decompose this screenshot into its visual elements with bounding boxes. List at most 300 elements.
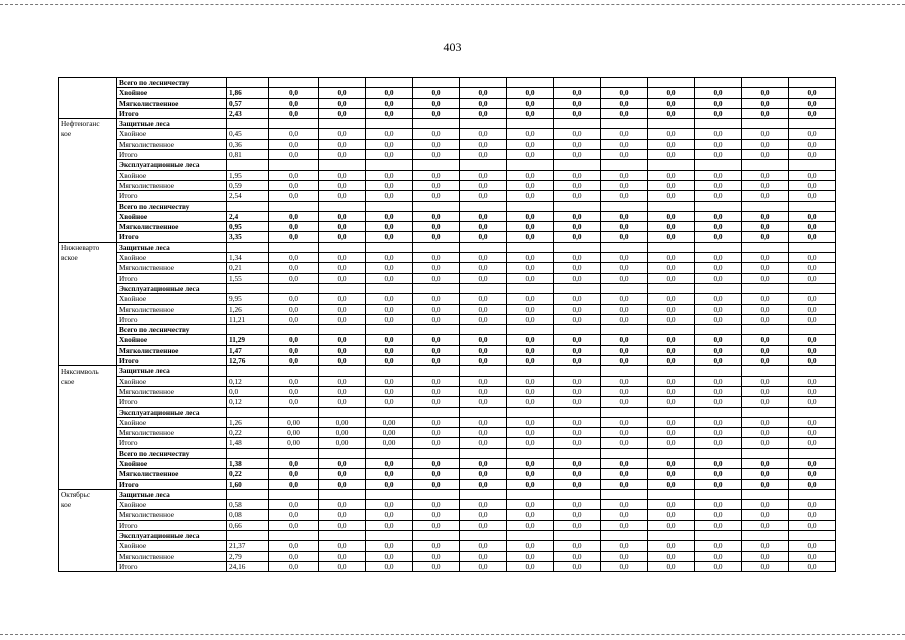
value-cell (460, 160, 507, 170)
value-cell: 0,0 (601, 180, 648, 190)
value-cell: 0,0 (648, 541, 695, 551)
value-cell: 0,0 (648, 386, 695, 396)
row-label-cell: Итого (117, 273, 227, 283)
value-cell: 0,00 (269, 428, 319, 438)
value-cell: 0,0 (742, 438, 789, 448)
value-cell (554, 119, 601, 129)
value-cell (269, 242, 319, 252)
value-cell: 0,0 (269, 108, 319, 118)
value-cell (507, 201, 554, 211)
value-cell: 0,0 (507, 253, 554, 263)
value-cell: 0,0 (507, 376, 554, 386)
value-cell (648, 407, 695, 417)
table-row (59, 119, 836, 129)
value-cell: 0,0 (695, 304, 742, 314)
value-cell: 0,0 (319, 294, 366, 304)
value-cell: 0,0 (789, 561, 836, 571)
value-cell: 0,0 (366, 108, 413, 118)
value-cell (507, 78, 554, 88)
value-cell: 0,0 (601, 273, 648, 283)
value-cell: 0,0 (319, 386, 366, 396)
value-cell: 0,0 (601, 438, 648, 448)
value-cell: 0,0 (601, 108, 648, 118)
value-cell (319, 325, 366, 335)
value-cell: 0,0 (554, 191, 601, 201)
value-cell (413, 448, 460, 458)
value-cell: 0,0 (554, 108, 601, 118)
table-row (59, 242, 836, 252)
value-cell (366, 78, 413, 88)
table-row (59, 201, 836, 211)
value-cell (742, 448, 789, 458)
value-cell: 11,21 (227, 314, 269, 324)
table-row (59, 335, 836, 345)
value-cell (413, 325, 460, 335)
value-cell: 12,76 (227, 356, 269, 366)
value-cell: 0,0 (554, 335, 601, 345)
value-cell: 0,0 (695, 314, 742, 324)
value-cell: 0,0 (269, 541, 319, 551)
value-cell (366, 407, 413, 417)
value-cell (742, 78, 789, 88)
value-cell: 0,22 (227, 469, 269, 479)
value-cell (742, 407, 789, 417)
value-cell: 0,0 (554, 551, 601, 561)
row-label-cell: Мягколиственное (117, 551, 227, 561)
row-label-cell: Мягколиственное (117, 345, 227, 355)
value-cell (695, 201, 742, 211)
value-cell (601, 448, 648, 458)
value-cell: 0,45 (227, 129, 269, 139)
value-cell (695, 283, 742, 293)
value-cell: 2,79 (227, 551, 269, 561)
value-cell: 0,00 (366, 417, 413, 427)
value-cell (269, 366, 319, 376)
value-cell: 0,0 (648, 314, 695, 324)
value-cell (601, 78, 648, 88)
value-cell: 0,0 (554, 438, 601, 448)
value-cell: 0,0 (601, 211, 648, 221)
value-cell: 0,0 (742, 222, 789, 232)
value-cell (554, 325, 601, 335)
value-cell: 0,0 (460, 253, 507, 263)
value-cell: 0,0 (648, 335, 695, 345)
forestry-name-cell (59, 273, 117, 283)
value-cell: 1,55 (227, 273, 269, 283)
value-cell (460, 283, 507, 293)
value-cell: 0,0 (269, 304, 319, 314)
value-cell: 0,0 (601, 253, 648, 263)
value-cell: 0,0 (413, 211, 460, 221)
value-cell: 0,0 (742, 356, 789, 366)
value-cell (460, 489, 507, 499)
value-cell: 0,0 (742, 253, 789, 263)
value-cell: 0,0 (507, 356, 554, 366)
value-cell: 0,0 (695, 469, 742, 479)
value-cell: 0,0 (413, 304, 460, 314)
value-cell (648, 283, 695, 293)
forestry-name-cell (59, 139, 117, 149)
value-cell: 0,0 (695, 180, 742, 190)
value-cell (554, 242, 601, 252)
value-cell (227, 283, 269, 293)
value-cell: 0,0 (648, 510, 695, 520)
forestry-name-cell (59, 325, 117, 335)
row-label-cell: Хвойное (117, 211, 227, 221)
value-cell: 0,0 (695, 139, 742, 149)
value-cell (319, 78, 366, 88)
value-cell: 0,0 (695, 170, 742, 180)
value-cell: 0,0 (742, 458, 789, 468)
value-cell (507, 531, 554, 541)
value-cell: 0,0 (319, 263, 366, 273)
value-cell: 0,0 (789, 541, 836, 551)
forest-data-table (58, 77, 836, 572)
value-cell: 0,0 (413, 294, 460, 304)
value-cell: 0,0 (601, 561, 648, 571)
value-cell (554, 201, 601, 211)
value-cell (413, 283, 460, 293)
value-cell (507, 283, 554, 293)
table-row (59, 479, 836, 489)
value-cell: 0,0 (269, 335, 319, 345)
value-cell (366, 283, 413, 293)
value-cell: 0,0 (554, 376, 601, 386)
value-cell (648, 531, 695, 541)
value-cell: 0,0 (460, 500, 507, 510)
value-cell: 0,0 (269, 469, 319, 479)
value-cell: 0,58 (227, 500, 269, 510)
value-cell: 0,0 (648, 98, 695, 108)
table-row (59, 561, 836, 571)
value-cell: 0,0 (742, 561, 789, 571)
row-label-cell: Итого (117, 520, 227, 530)
forestry-name-cell (59, 469, 117, 479)
value-cell (554, 78, 601, 88)
table-row (59, 366, 836, 376)
value-cell: 0,0 (507, 150, 554, 160)
value-cell: 0,0 (413, 386, 460, 396)
value-cell: 0,0 (554, 345, 601, 355)
value-cell: 21,37 (227, 541, 269, 551)
value-cell: 0,0 (366, 294, 413, 304)
table-row (59, 531, 836, 541)
value-cell: 0,0 (789, 438, 836, 448)
value-cell: 0,0 (319, 335, 366, 345)
row-label-cell: Хвойное (117, 253, 227, 263)
value-cell: 0,0 (695, 356, 742, 366)
table-row (59, 356, 836, 366)
value-cell: 0,0 (601, 458, 648, 468)
value-cell: 0,0 (695, 428, 742, 438)
value-cell (269, 119, 319, 129)
value-cell: 0,0 (695, 520, 742, 530)
forestry-name-cell (59, 561, 117, 571)
row-label-cell: Всего по лесничеству (117, 201, 227, 211)
value-cell: 0,0 (319, 232, 366, 242)
value-cell: 0,0 (507, 428, 554, 438)
value-cell: 0,0 (554, 510, 601, 520)
value-cell: 0,00 (269, 417, 319, 427)
forestry-name-cell (59, 335, 117, 345)
value-cell (695, 242, 742, 252)
forestry-name-cell: Октябрьс (59, 489, 117, 499)
value-cell: 2,54 (227, 191, 269, 201)
value-cell (789, 325, 836, 335)
value-cell: 1,34 (227, 253, 269, 263)
value-cell: 0,0 (695, 263, 742, 273)
table-row (59, 407, 836, 417)
value-cell (742, 489, 789, 499)
row-label-cell: Хвойное (117, 376, 227, 386)
value-cell: 0,0 (366, 211, 413, 221)
value-cell: 0,0 (366, 88, 413, 98)
value-cell: 0,0 (269, 88, 319, 98)
row-label-cell: Эксплуатационные леса (117, 531, 227, 541)
value-cell: 0,0 (648, 551, 695, 561)
value-cell: 0,0 (507, 438, 554, 448)
value-cell: 0,0 (789, 345, 836, 355)
value-cell: 0,0 (789, 500, 836, 510)
value-cell: 0,0 (695, 273, 742, 283)
value-cell: 0,0 (413, 232, 460, 242)
value-cell: 0,0 (366, 469, 413, 479)
row-label-cell: Итого (117, 438, 227, 448)
value-cell: 0,0 (507, 191, 554, 201)
row-label-cell: Мягколиственное (117, 304, 227, 314)
value-cell: 0,0 (269, 263, 319, 273)
value-cell: 0,66 (227, 520, 269, 530)
value-cell: 0,0 (789, 314, 836, 324)
value-cell: 0,0 (413, 438, 460, 448)
forestry-name-cell: кое (59, 129, 117, 139)
value-cell: 0,0 (269, 520, 319, 530)
value-cell: 0,0 (601, 541, 648, 551)
value-cell: 0,0 (413, 510, 460, 520)
value-cell: 2,4 (227, 211, 269, 221)
value-cell (319, 160, 366, 170)
value-cell: 0,0 (460, 170, 507, 180)
table-row (59, 273, 836, 283)
value-cell: 0,0 (507, 541, 554, 551)
value-cell: 0,0 (366, 263, 413, 273)
value-cell (319, 531, 366, 541)
value-cell: 0,0 (366, 510, 413, 520)
value-cell: 1,38 (227, 458, 269, 468)
value-cell: 0,0 (648, 294, 695, 304)
value-cell: 0,00 (366, 438, 413, 448)
value-cell: 0,0 (695, 294, 742, 304)
value-cell: 0,0 (413, 500, 460, 510)
value-cell: 0,0 (601, 479, 648, 489)
value-cell (789, 489, 836, 499)
value-cell: 0,0 (742, 541, 789, 551)
table-row (59, 150, 836, 160)
value-cell: 0,0 (269, 139, 319, 149)
value-cell: 0,0 (695, 129, 742, 139)
row-label-cell: Хвойное (117, 335, 227, 345)
value-cell: 0,0 (789, 170, 836, 180)
value-cell: 0,0 (742, 417, 789, 427)
table-row (59, 376, 836, 386)
value-cell (460, 78, 507, 88)
row-label-cell: Защитные леса (117, 242, 227, 252)
value-cell: 0,0 (269, 180, 319, 190)
value-cell: 0,0 (366, 520, 413, 530)
table-row (59, 304, 836, 314)
value-cell (601, 119, 648, 129)
row-label-cell: Эксплуатационные леса (117, 160, 227, 170)
value-cell: 0,0 (695, 458, 742, 468)
value-cell: 0,0 (601, 98, 648, 108)
value-cell: 0,0 (507, 561, 554, 571)
value-cell: 0,0 (742, 345, 789, 355)
forestry-name-cell (59, 345, 117, 355)
value-cell: 0,0 (460, 376, 507, 386)
value-cell: 0,0 (366, 98, 413, 108)
value-cell: 1,48 (227, 438, 269, 448)
table-row (59, 222, 836, 232)
value-cell (601, 366, 648, 376)
value-cell: 0,0 (742, 397, 789, 407)
value-cell: 0,0 (507, 345, 554, 355)
value-cell: 0,0 (269, 253, 319, 263)
row-label-cell: Защитные леса (117, 489, 227, 499)
value-cell (227, 448, 269, 458)
value-cell: 0,0 (648, 180, 695, 190)
value-cell: 0,0 (554, 386, 601, 396)
value-cell: 0,0 (366, 222, 413, 232)
table-row (59, 170, 836, 180)
forestry-name-cell: вское (59, 253, 117, 263)
value-cell: 0,0 (554, 304, 601, 314)
forestry-name-cell (59, 294, 117, 304)
value-cell: 0,0 (460, 417, 507, 427)
value-cell: 0,0 (460, 551, 507, 561)
value-cell: 0,0 (554, 428, 601, 438)
table-row (59, 263, 836, 273)
value-cell: 0,0 (507, 170, 554, 180)
scan-edge-bottom (0, 634, 905, 635)
value-cell: 0,0 (413, 397, 460, 407)
value-cell (742, 283, 789, 293)
value-cell (648, 78, 695, 88)
row-label-cell: Мягколиственное (117, 510, 227, 520)
value-cell (601, 160, 648, 170)
value-cell: 0,0 (695, 397, 742, 407)
value-cell: 0,0 (269, 98, 319, 108)
value-cell: 0,0 (319, 356, 366, 366)
value-cell: 0,00 (319, 438, 366, 448)
forestry-name-cell (59, 356, 117, 366)
value-cell (507, 489, 554, 499)
forestry-name-cell (59, 551, 117, 561)
value-cell (227, 78, 269, 88)
row-label-cell: Итого (117, 479, 227, 489)
value-cell: 0,0 (648, 108, 695, 118)
value-cell (269, 325, 319, 335)
forestry-name-cell (59, 541, 117, 551)
value-cell: 0,0 (460, 561, 507, 571)
forestry-name-cell (59, 314, 117, 324)
value-cell: 0,0 (269, 397, 319, 407)
value-cell: 0,0 (789, 108, 836, 118)
value-cell (413, 242, 460, 252)
value-cell (319, 283, 366, 293)
value-cell (507, 407, 554, 417)
value-cell: 0,0 (269, 191, 319, 201)
row-label-cell: Мягколиственное (117, 386, 227, 396)
value-cell: 0,0 (742, 191, 789, 201)
value-cell: 0,0 (648, 170, 695, 180)
value-cell (554, 407, 601, 417)
value-cell: 0,0 (554, 253, 601, 263)
value-cell: 0,0 (554, 314, 601, 324)
value-cell (789, 78, 836, 88)
value-cell (648, 325, 695, 335)
value-cell: 3,35 (227, 232, 269, 242)
value-cell: 0,0 (695, 222, 742, 232)
value-cell: 0,0 (507, 98, 554, 108)
forestry-name-cell (59, 170, 117, 180)
forestry-name-cell: ское (59, 376, 117, 386)
value-cell: 0,0 (413, 129, 460, 139)
row-label-cell: Хвойное (117, 129, 227, 139)
value-cell (742, 325, 789, 335)
value-cell: 0,0 (366, 335, 413, 345)
value-cell: 0,0 (789, 294, 836, 304)
value-cell: 0,0 (460, 345, 507, 355)
value-cell: 0,0 (601, 304, 648, 314)
value-cell: 0,0 (648, 417, 695, 427)
value-cell: 0,0 (269, 386, 319, 396)
value-cell: 0,0 (319, 561, 366, 571)
value-cell: 0,0 (507, 469, 554, 479)
value-cell (366, 325, 413, 335)
value-cell: 0,0 (789, 263, 836, 273)
value-cell: 0,0 (742, 428, 789, 438)
value-cell (319, 489, 366, 499)
value-cell: 0,0 (554, 150, 601, 160)
value-cell: 0,0 (413, 356, 460, 366)
row-label-cell: Хвойное (117, 417, 227, 427)
value-cell: 0,0 (507, 397, 554, 407)
table-row (59, 345, 836, 355)
value-cell: 0,0 (554, 500, 601, 510)
table-row (59, 417, 836, 427)
forestry-name-cell (59, 417, 117, 427)
row-label-cell: Итого (117, 314, 227, 324)
value-cell: 0,0 (789, 397, 836, 407)
value-cell: 0,0 (413, 88, 460, 98)
row-label-cell: Итого (117, 108, 227, 118)
value-cell: 0,0 (269, 510, 319, 520)
value-cell: 0,0 (507, 294, 554, 304)
value-cell (460, 325, 507, 335)
value-cell: 0,0 (507, 88, 554, 98)
value-cell: 0,0 (554, 469, 601, 479)
value-cell: 0,0 (319, 376, 366, 386)
value-cell: 0,0 (554, 211, 601, 221)
value-cell: 0,0 (695, 108, 742, 118)
value-cell (269, 283, 319, 293)
row-label-cell: Всего по лесничеству (117, 78, 227, 88)
table-row (59, 386, 836, 396)
value-cell: 0,0 (601, 314, 648, 324)
value-cell: 0,0 (413, 191, 460, 201)
table-row (59, 191, 836, 201)
value-cell: 0,0 (789, 458, 836, 468)
